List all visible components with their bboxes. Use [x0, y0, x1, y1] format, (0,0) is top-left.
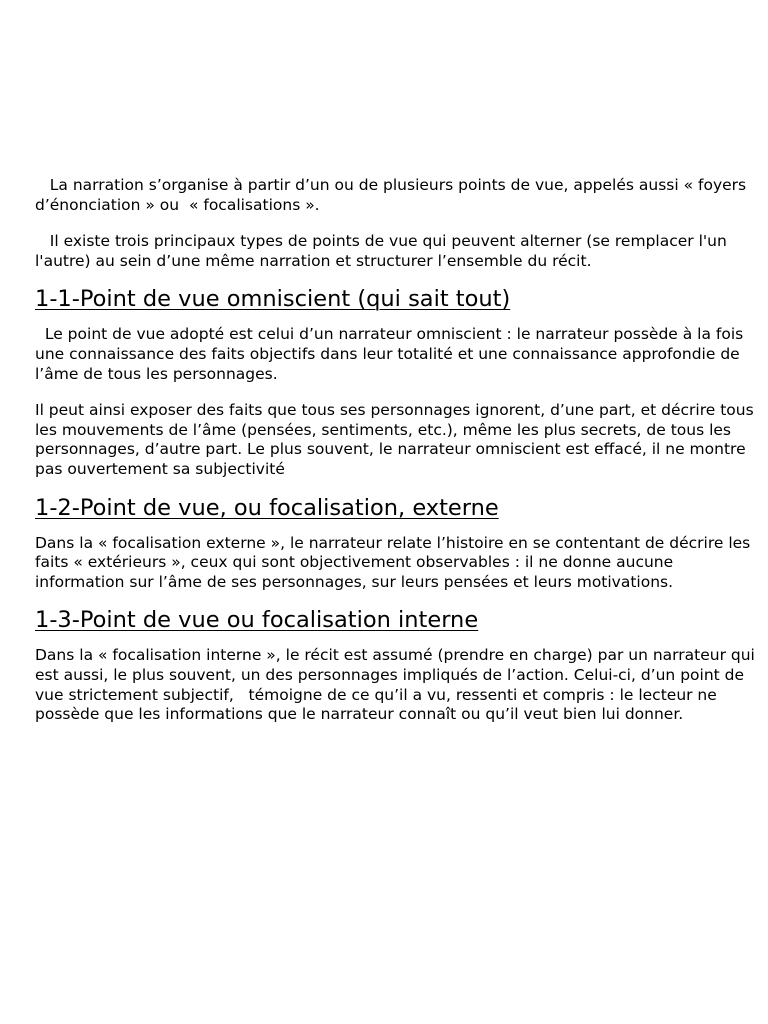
section-omniscient-paragraph-2: Il peut ainsi exposer des faits que tous ses personnages ignorent, d’une part, et décrire tous les mouvements de l’âme (pensées, sentiments, etc.), même les plus secrets, de tous les personnages, d’autre part. Le plus souvent, le narrateur omniscient est effacé, il ne montre pas ouvertement sa subjectivité	[35, 401, 759, 478]
section-interne-paragraph-1: Dans la « focalisation interne », le récit est assumé (prendre en charge) par un narrateur qui est aussi, le plus souvent, un des personnages impliqués de l’action. Celui-ci, d’un point de vue strictement subjectif, témoigne de ce qu’il a vu, ressenti et compris : le lecteur ne possède que les informations que le narrateur connaît ou qu’il veut bien lui donner.	[35, 646, 760, 724]
intro-paragraph-1: La narration s’organise à partir d’un ou de plusieurs points de vue, appelés aussi « foyers d’énonciation » ou « focalisations ».	[35, 176, 752, 214]
section-heading-interne: 1-3-Point de vue ou focalisation interne	[35, 607, 479, 634]
intro-paragraph-2: Il existe trois principaux types de points de vue qui peuvent alterner (se remplacer l'un l'autre) au sein d’une même narration et structurer l’ensemble du récit.	[35, 232, 732, 270]
section-omniscient-paragraph-1: Le point de vue adopté est celui d’un narrateur omniscient : le narrateur possède à la fois une connaissance des faits objectifs dans leur totalité et une connaissance approfondie de l’âme de tous les personnages.	[35, 325, 749, 383]
section-heading-omniscient: 1-1-Point de vue omniscient (qui sait tout)	[35, 286, 511, 313]
document-page	[35, 176, 760, 742]
section-heading-externe: 1-2-Point de vue, ou focalisation, externe	[35, 494, 499, 521]
section-externe-paragraph-1: Dans la « focalisation externe », le narrateur relate l’histoire en se contentant de décrire les faits « extérieurs », ceux qui sont objectivement observables : il ne donne aucune information sur l’âme de ses personnages, sur leurs pensées et leurs motivations.	[35, 533, 756, 591]
